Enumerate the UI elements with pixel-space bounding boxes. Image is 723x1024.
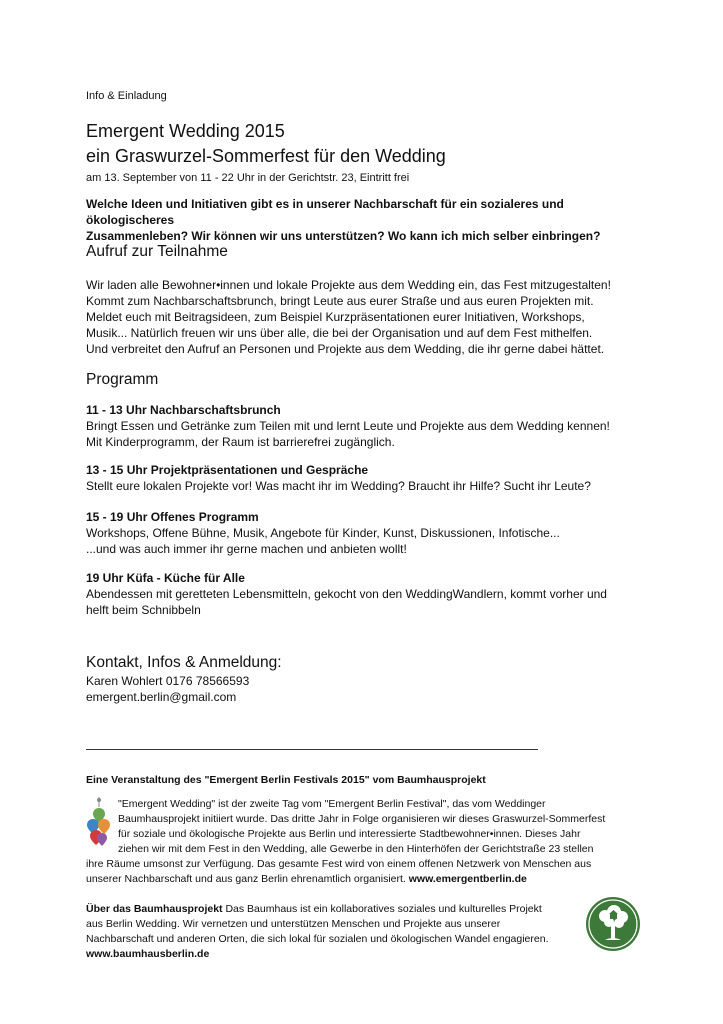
programm-item <box>86 462 646 494</box>
emergent-line: ziehen wir mit dem Fest in den Wedding, alle Gewerbe in den Hinterhöfen der Gerichtstraße 23 stellen <box>118 843 594 855</box>
aufruf-line: Kommt zum Nachbarschaftsbrunch, bringt Leute aus eurer Straße und aus euren Projekten mit. <box>86 294 594 308</box>
programm-item-line: Bringt Essen und Getränke zum Teilen mit und lernt Leute und Projekte aus dem Wedding kennen! <box>86 419 610 433</box>
emergent-line: ihre Räume umsonst zur Verfügung. Das gesamte Fest wird von einem offenen Netzwerk von Menschen aus <box>86 858 592 870</box>
kontakt-name-phone: Karen Wohlert 0176 78566593 <box>86 674 250 688</box>
header-label: Info & Einladung <box>86 90 167 102</box>
baumhaus-line-first <box>86 902 586 917</box>
intro-line: Zusammenleben? Wir können wir uns unterstützen? Wo kann ich mich selber einbringen? <box>86 229 601 243</box>
programm-item <box>86 509 646 557</box>
programm-item-title: 19 Uhr Küfa - Küche für Alle <box>86 571 245 585</box>
aufruf-line: Und verbreitet den Aufruf an Personen und Projekte aus dem Wedding, die ihr gerne dabei hättet. <box>86 342 605 356</box>
title-line-2: ein Graswurzel-Sommerfest für den Wedding <box>86 146 446 166</box>
programm-heading: Programm <box>86 371 159 388</box>
aufruf-line: Wir laden alle Bewohner•innen und lokale Projekte aus dem Wedding ein, das Fest mitzugestalten! <box>86 278 611 292</box>
emergent-line: "Emergent Wedding" ist der zweite Tag vom "Emergent Berlin Festival", das vom Weddinger <box>118 798 546 810</box>
emergent-line: unserer Nachbarschaft und aus ganz Berlin ehrenamtlich organisiert. <box>86 873 406 885</box>
emergent-website-link[interactable]: www.emergentberlin.de <box>408 873 527 885</box>
section-divider <box>86 749 538 750</box>
baumhaus-description <box>86 902 586 962</box>
baumhaus-line: Das Baumhaus ist ein kollaboratives soziales und kulturelles Projekt <box>225 903 542 915</box>
event-subtitle: am 13. September von 11 - 22 Uhr in der Gerichtstr. 23, Eintritt frei <box>86 172 410 184</box>
aufruf-line: Meldet euch mit Beitragsideen, zum Beispiel Kurzpräsentationen eurer Initiativen, Workshops, <box>86 310 585 324</box>
emergent-line: für soziale und ökologische Projekte aus Berlin und interessierte Stadtbewohner•innen. Dieses Jahr <box>118 828 581 840</box>
intro-question <box>86 196 646 244</box>
baumhaus-line: aus Berlin Wedding. Wir vernetzen und unterstützen Menschen und Projekte aus unserer <box>86 918 501 930</box>
emergent-description <box>86 797 646 887</box>
organizer-heading: Eine Veranstaltung des "Emergent Berlin Festivals 2015" vom Baumhausprojekt <box>86 774 486 786</box>
baumhaus-line: Nachbarschaft und anderen Orten, die sich lokal für sozialen und ökologischen Wandel engagieren. <box>86 933 549 945</box>
aufruf-line: Musik... Natürlich freuen wir uns über alle, die bei der Organisation und auf dem Fest mithelfen. <box>86 326 593 340</box>
programm-item-title: 11 - 13 Uhr Nachbarschaftsbrunch <box>86 403 281 417</box>
intro-line: Welche Ideen und Initiativen gibt es in unserer Nachbarschaft für ein sozialeres und ökologischeres <box>86 197 564 227</box>
programm-item-line: Stellt eure lokalen Projekte vor! Was macht ihr im Wedding? Braucht ihr Hilfe? Sucht ihr Leute? <box>86 479 591 493</box>
baumhaus-website-link[interactable]: www.baumhausberlin.de <box>86 948 210 960</box>
baumhaus-tree-logo <box>585 896 641 952</box>
programm-item-title: 15 - 19 Uhr Offenes Programm <box>86 510 259 524</box>
baumhaus-heading: Über das Baumhausprojekt <box>86 903 223 915</box>
kontakt-heading: Kontakt, Infos & Anmeldung: <box>86 654 282 671</box>
emergent-line-last <box>86 872 646 887</box>
programm-item-line: Workshops, Offene Bühne, Musik, Angebote für Kinder, Kunst, Diskussionen, Infotische... <box>86 526 560 540</box>
aufruf-heading: Aufruf zur Teilnahme <box>86 243 228 260</box>
programm-item-line: ...und was auch immer ihr gerne machen und anbieten wollt! <box>86 542 407 556</box>
programm-item <box>86 402 646 450</box>
programm-item-title: 13 - 15 Uhr Projektpräsentationen und Gespräche <box>86 463 369 477</box>
kontakt-email[interactable]: emergent.berlin@gmail.com <box>86 690 237 704</box>
title-line-1: Emergent Wedding 2015 <box>86 121 285 141</box>
kontakt-block <box>86 673 249 705</box>
aufruf-text <box>86 277 646 357</box>
programm-item-line: helft beim Schnibbeln <box>86 603 201 617</box>
emergent-line: Baumhausprojekt initiiert wurde. Das dritte Jahr in Folge organisieren wir dieses Graswurzel-Sommerfest <box>118 813 606 825</box>
programm-item <box>86 570 646 618</box>
programm-item-line: Mit Kinderprogramm, der Raum ist barrierefrei zugänglich. <box>86 435 395 449</box>
programm-item-line: Abendessen mit geretteten Lebensmitteln, gekocht von den WeddingWandlern, kommt vorher und <box>86 587 607 601</box>
